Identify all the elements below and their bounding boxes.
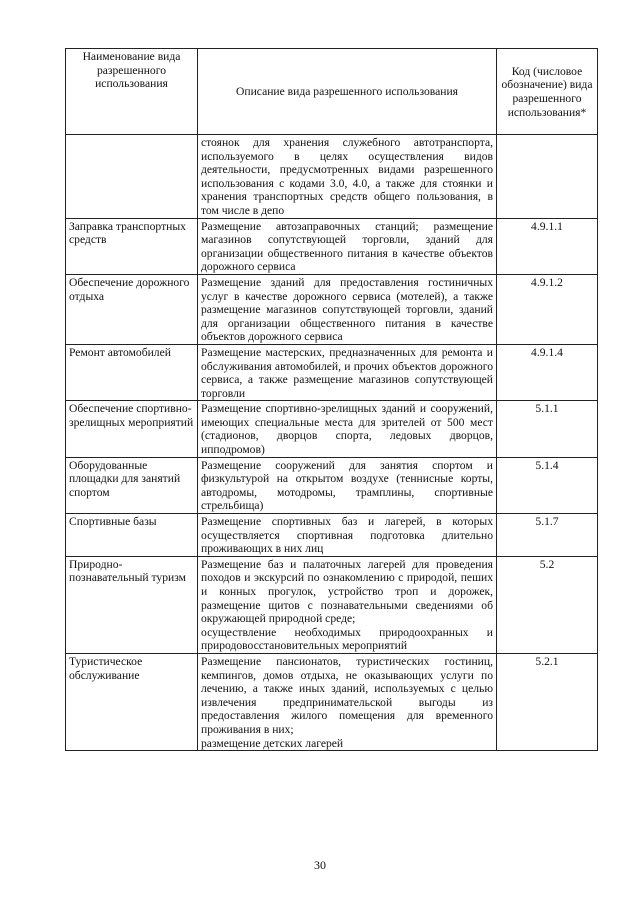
- row-name: [66, 135, 198, 219]
- table-row: [66, 274, 598, 344]
- description-paragraph: Размещение спортивных баз и лагерей, в которых осуществляется спортивная подготовка длительно проживающих в них лиц: [201, 515, 493, 556]
- description-paragraph: Размещение пансионатов, туристических гостиниц, кемпингов, домов отдыха, не оказывающих услуги по лечению, а также иных зданий, используемых с целью извлечения предпринимательской выгоды из предоставления жилого помещения для временного проживания в них;: [201, 654, 493, 736]
- row-code: 5.1.4: [497, 457, 598, 513]
- row-name: Заправка транспортных средств: [66, 218, 198, 274]
- table-row: [66, 514, 598, 557]
- row-name: Природно-познавательный туризм: [66, 556, 198, 653]
- row-code: 4.9.1.1: [497, 218, 598, 274]
- description-paragraph: Размещение автозаправочных станций; размещение магазинов сопутствующей торговли, зданий для организации общественного питания в качестве объектов дорожного сервиса: [201, 219, 493, 274]
- row-name: Оборудованные площадки для занятий спортом: [66, 457, 198, 513]
- row-name: Обеспечение спортивно-зрелищных мероприятий: [66, 401, 198, 457]
- table-row: [66, 344, 598, 400]
- row-description: [198, 556, 497, 653]
- row-code: 5.2: [497, 556, 598, 653]
- table-row: [66, 401, 598, 457]
- row-code: 5.2.1: [497, 653, 598, 750]
- row-code: 5.1.1: [497, 401, 598, 457]
- table-row: [66, 218, 598, 274]
- row-name: Ремонт автомобилей: [66, 344, 198, 400]
- description-paragraph: размещение детских лагерей: [201, 736, 344, 750]
- description-paragraph: Размещение мастерских, предназначенных для ремонта и обслуживания автомобилей, и прочих объектов дорожного сервиса, а также размещение магазинов сопутствующей торговли: [201, 345, 493, 400]
- row-name: Туристическое обслуживание: [66, 653, 198, 750]
- page-number: 30: [314, 858, 326, 872]
- row-description: [198, 653, 497, 750]
- row-code: 4.9.1.2: [497, 274, 598, 344]
- header-description: Описание вида разрешенного использования: [198, 49, 497, 135]
- table-row: [66, 457, 598, 513]
- row-code: 5.1.7: [497, 514, 598, 557]
- description-paragraph: осуществление необходимых природоохранных и природовосстановительных мероприятий: [201, 625, 493, 653]
- description-paragraph: Размещение сооружений для занятия спортом и физкультурой на открытом воздухе (теннисные корты, автодромы, мотодромы, трамплины, спортивные стрельбища): [201, 458, 493, 513]
- row-code: [497, 135, 598, 219]
- row-description: [198, 344, 497, 400]
- row-description: [198, 218, 497, 274]
- table-row: [66, 556, 598, 653]
- table-header-row: [66, 49, 598, 135]
- row-name: Обеспечение дорожного отдыха: [66, 274, 198, 344]
- description-paragraph: Размещение баз и палаточных лагерей для проведения походов и экскурсий по ознакомлению с природой, пеших и конных прогулок, устройство троп и дорожек, размещение щитов с познавательными сведениями об окружающей природной среде;: [201, 557, 493, 626]
- row-description: [198, 401, 497, 457]
- header-name: Наименование вида разрешенного использования: [66, 49, 198, 135]
- description-paragraph: Размещение спортивно-зрелищных зданий и сооружений, имеющих специальные места для зрителей от 500 мест (стадионов, дворцов спорта, ледовых дворцов, ипподромов): [201, 402, 493, 457]
- row-description: [198, 274, 497, 344]
- table-row: [66, 135, 598, 219]
- row-description: [198, 514, 497, 557]
- row-description: [198, 135, 497, 219]
- land-use-table: [65, 48, 598, 751]
- row-code: 4.9.1.4: [497, 344, 598, 400]
- description-paragraph: стоянок для хранения служебного автотранспорта, используемого в целях осуществления видов деятельности, предусмотренных видами разрешенного использования с кодами 3.0, 4.0, а также для стоянки и хранения транспортных средств общего пользования, в том числе в депо: [201, 136, 493, 217]
- table-row: [66, 653, 598, 750]
- header-code: Код (числовое обозначение) вида разрешенного использования*: [497, 49, 598, 135]
- description-paragraph: Размещение зданий для предоставления гостиничных услуг в качестве дорожного сервиса (мотелей), а также размещение магазинов сопутствующей торговли, зданий для организации общественного питания в качестве объектов дорожного сервиса: [201, 275, 493, 344]
- row-name: Спортивные базы: [66, 514, 198, 557]
- row-description: [198, 457, 497, 513]
